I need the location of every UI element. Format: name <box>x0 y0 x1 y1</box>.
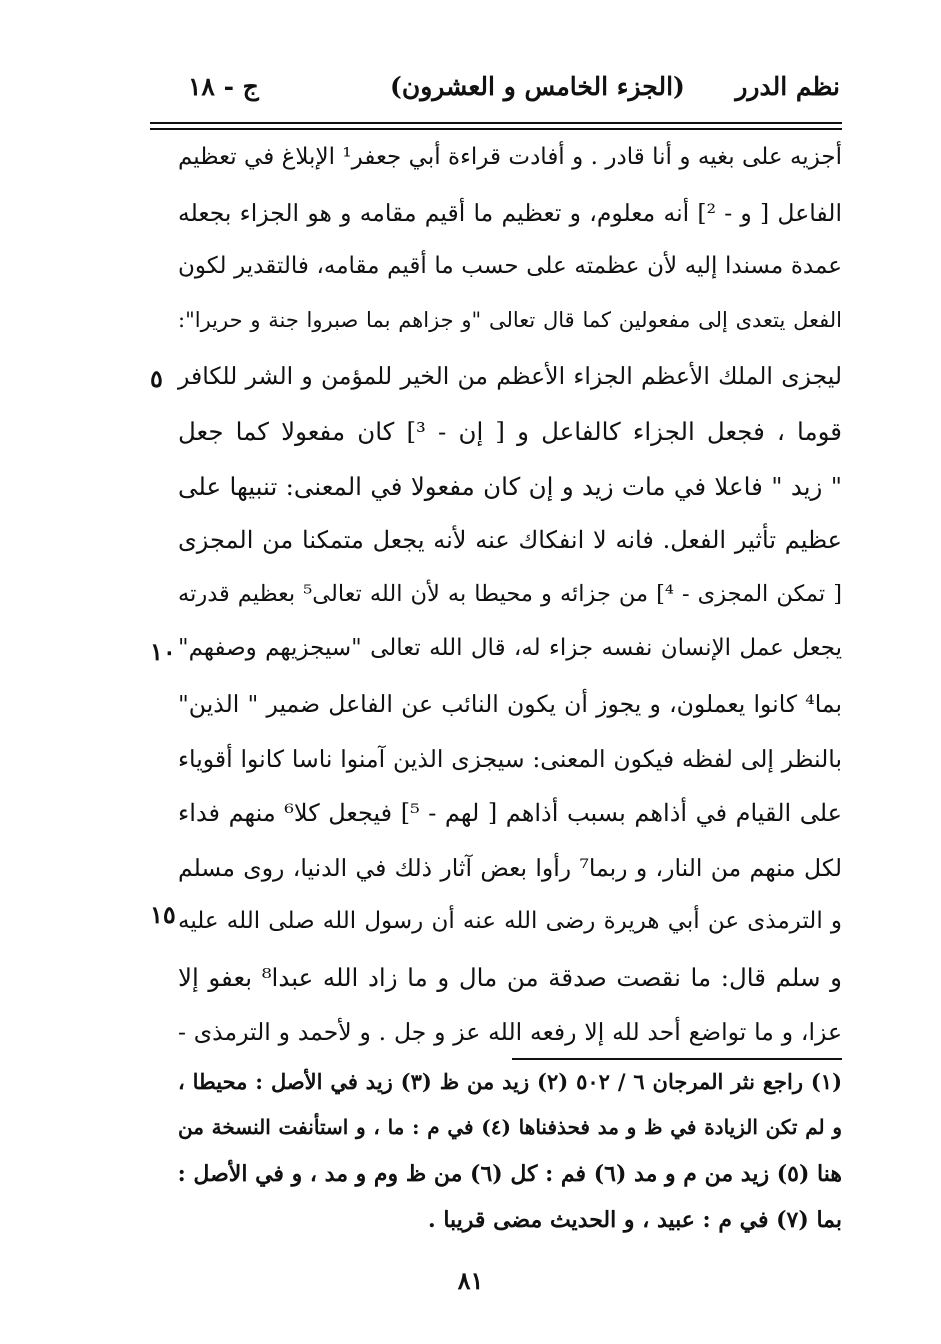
text-line: لكل منهم من النار، و ربما⁷ رأوا بعض آثار ذلك في الدنيا، روى مسلم <box>178 853 842 882</box>
text-line: و سلم قال: ما نقصت صدقة من مال و ما زاد الله عبدا⁸ بعفو إلا <box>178 962 842 992</box>
footnotes <box>178 1065 842 1249</box>
line-number-10: ١٠ <box>150 637 176 666</box>
text-line: قوما ، فجعل الجزاء كالفاعل و [ إن - ³] كان مفعولا كما جعل <box>178 416 842 446</box>
text-line: " زيد " فاعلا في مات زيد و إن كان مفعولا في المعنى: تنبيها على <box>178 471 842 501</box>
header-rule-top <box>150 122 842 124</box>
text-line: الفاعل [ و - ²] أنه معلوم، و تعظيم ما أقيم مقامه و هو الجزاء بجعله <box>178 198 842 227</box>
header-rule-bottom <box>150 128 842 130</box>
text-line: يجعل عمل الإنسان نفسه جزاء له، قال الله تعالى "سيجزيهم وصفهم" <box>178 635 842 662</box>
footnote-line: بما (٧) في م : عبيد ، و الحديث مضى قريبا . <box>428 1207 842 1233</box>
text-line: بما⁴ كانوا يعملون، و يجوز أن يكون النائب عن الفاعل ضمير " الذين" <box>178 689 842 718</box>
footnote-line: (١) راجع نثر المرجان ٦ / ٥٠٢ (٢) زيد من ظ (٣) زيد في الأصل : محيطا ، <box>178 1069 843 1094</box>
book-title: نظم الدرر <box>735 72 840 101</box>
text-line: ليجزى الملك الأعظم الجزاء الأعظم من الخير للمؤمن و الشر للكافر <box>178 362 842 391</box>
text-line: الفعل يتعدى إلى مفعولين كما قال تعالى "و جزاهم بما صبروا جنة و حريرا": <box>178 307 842 332</box>
text-line: [ تمكن المجزى - ⁴] من جزائه و محيطا به لأن الله تعالى⁵ بعظيم قدرته <box>178 580 842 607</box>
footnote-line: و لم تكن الزيادة في ظ و مد فحذفناها (٤) في م : ما ، و استأنفت النسخة من <box>178 1115 842 1139</box>
text-line: أجزيه على بغيه و أنا قادر . و أفادت قراءة أبي جعفر¹ الإبلاغ في تعظيم <box>178 144 842 170</box>
text-line: عمدة مسندا إليه لأن عظمته على حسب ما أقيم مقامه، فالتقدير لكون <box>178 253 842 280</box>
text-line: على القيام في أذاهم بسبب أذاهم [ لهم - ⁵] فيجعل كلا⁶ منهم فداء <box>178 799 842 828</box>
text-line: بالنظر إلى لفظه فيكون المعنى: سيجزى الذين آمنوا ناسا كانوا أقوياء <box>178 744 842 773</box>
main-text <box>178 138 842 1066</box>
volume-label: ج - ١٨ <box>188 72 259 101</box>
text-line: عزا، و ما تواضع أحد لله إلا رفعه الله عز و جل . و لأحمد و الترمذى - <box>178 1017 842 1046</box>
page-number: ٨١ <box>457 1266 484 1295</box>
running-header <box>180 72 840 116</box>
line-number-15: ١٥ <box>150 900 176 929</box>
footnote-line: هنا (٥) زيد من م و مد (٦) فم : كل (٦) من ظ وم و مد ، و في الأصل : <box>177 1161 842 1187</box>
line-number-5: ٥ <box>150 364 163 393</box>
part-label: (الجزء الخامس و العشرون) <box>390 72 685 101</box>
footnote-rule <box>512 1058 842 1060</box>
text-line: عظيم تأثير الفعل. فانه لا انفكاك عنه لأنه يجعل متمكنا من المجزى <box>178 526 842 555</box>
text-line: و الترمذى عن أبي هريرة رضى الله عنه أن رسول الله صلى الله عليه <box>178 908 842 935</box>
